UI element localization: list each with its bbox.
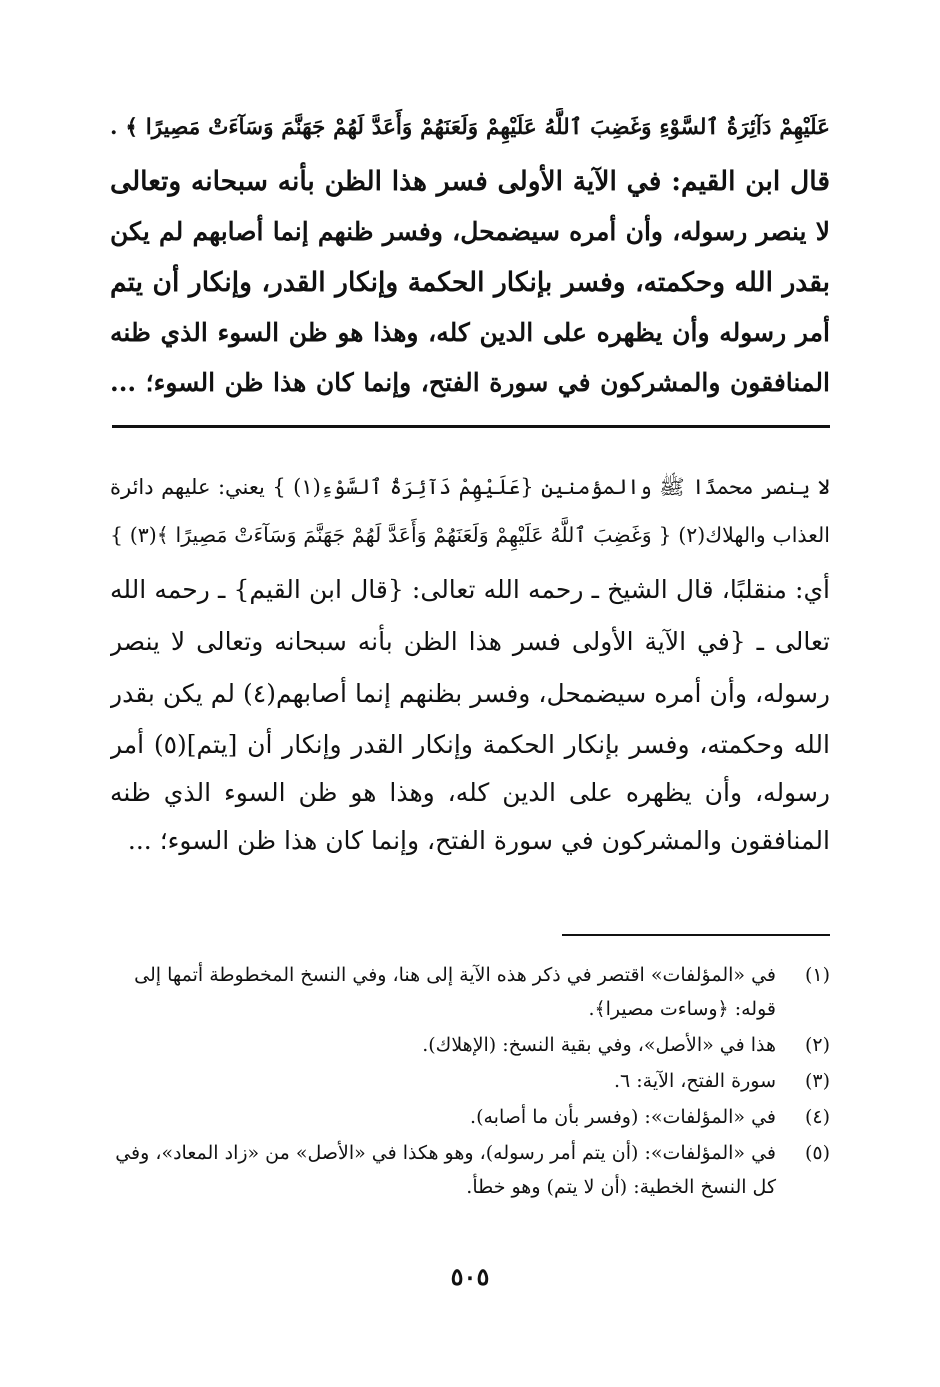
main-line-2: قال ابن القيم: في الآية الأولى فسر هذا الظن بأنه سبحانه وتعالى <box>110 166 830 197</box>
footnote-number: (١) <box>804 964 830 986</box>
footnote-text: هذا في «الأصل»، وفي بقية النسخ: (الإهلاك). <box>422 1034 776 1056</box>
commentary-line-7: رسوله، وأن يظهره على الدين كله، وهذا هو ظن السوء الذي ظنه <box>110 778 830 807</box>
footnote <box>110 1100 830 1134</box>
footnote <box>110 1064 830 1098</box>
commentary-line-1: لا ينصر محمدًا ﷺ والمؤمنين {عَلَيْهِمْ دَآئِرَةُ ٱلسَّوْءِ(١) } يعني: عليهم دائرة <box>110 475 830 499</box>
main-line-6: المنافقون والمشركون في سورة الفتح، وإنما كان هذا ظن السوء؛ ... <box>110 368 830 397</box>
footnote <box>110 1136 830 1204</box>
footnote-text: في «المؤلفات»: (أن يتم أمر رسوله)، وهو هكذا في «الأصل» من «زاد المعاد»، وفي كل النسخ الخطية: (أن لا يتم) وهو خطأ. <box>115 1142 776 1198</box>
commentary-line-8: المنافقون والمشركون في سورة الفتح، وإنما كان هذا ظن السوء؛ ... <box>127 826 830 855</box>
commentary-line-5: رسوله، وأن أمره سيضمحل، وفسر بظنهم إنما أصابهم(٤) لم يكن بقدر <box>110 679 830 708</box>
main-text-divider <box>112 425 830 428</box>
footnote-number: (٤) <box>804 1106 830 1128</box>
footnote-text: في «المؤلفات»: (وفسر بأن ما أصابه). <box>470 1106 776 1128</box>
commentary-line-3: أي: منقلبًا، قال الشيخ ـ رحمه الله تعالى: {قال ابن القيم} ـ رحمه الله <box>110 575 830 604</box>
commentary-line-4: تعالى ـ {في الآية الأولى فسر هذا الظن بأنه سبحانه وتعالى لا ينصر <box>110 627 830 656</box>
commentary-line-6: الله وحكمته، وفسر بإنكار الحكمة وإنكار القدر وإنكار أن [يتم](٥) أمر <box>110 730 830 759</box>
main-line-3: لا ينصر رسوله، وأن أمره سيضمحل، وفسر ظنهم إنما أصابهم لم يكن <box>110 217 830 246</box>
footnotes-divider <box>562 934 830 936</box>
footnote-number: (٣) <box>804 1070 830 1092</box>
footnote-text: في «المؤلفات» اقتصر في ذكر هذه الآية إلى هنا، وفي النسخ المخطوطة أتمها إلى قوله: ﴿وساءت مصيرا﴾. <box>134 964 776 1020</box>
main-line-5: أمر رسوله وأن يظهره على الدين كله، وهذا هو ظن السوء الذي ظنه <box>110 318 830 347</box>
main-line-1: عَلَيْهِمْ دَآئِرَةُ ٱلسَّوْءِ وَغَضِبَ ٱللَّهُ عَلَيْهِمْ وَلَعَنَهُمْ وَأَعَدَّ لَهُمْ جَهَنَّمَ وَسَآءَتْ مَصِيرًا ﴾ . <box>110 115 830 140</box>
footnote-number: (٢) <box>804 1034 830 1056</box>
page-number: ٥٠٥ <box>450 1262 490 1291</box>
footnote-number: (٥) <box>804 1142 830 1164</box>
footnote-text: سورة الفتح، الآية: ٦. <box>613 1070 776 1092</box>
footnote <box>110 958 830 1026</box>
footnotes <box>110 958 830 1206</box>
footnote <box>110 1028 830 1062</box>
commentary-line-2: العذاب والهلاك(٢) { وَغَضِبَ ٱللَّهُ عَلَيْهِمْ وَلَعَنَهُمْ وَأَعَدَّ لَهُمْ جَهَنَّمَ وَسَآءَتْ مَصِيرًا ﴾(٣) } <box>110 523 830 547</box>
main-line-4: بقدر الله وحكمته، وفسر بإنكار الحكمة وإنكار القدر، وإنكار أن يتم <box>110 267 830 298</box>
